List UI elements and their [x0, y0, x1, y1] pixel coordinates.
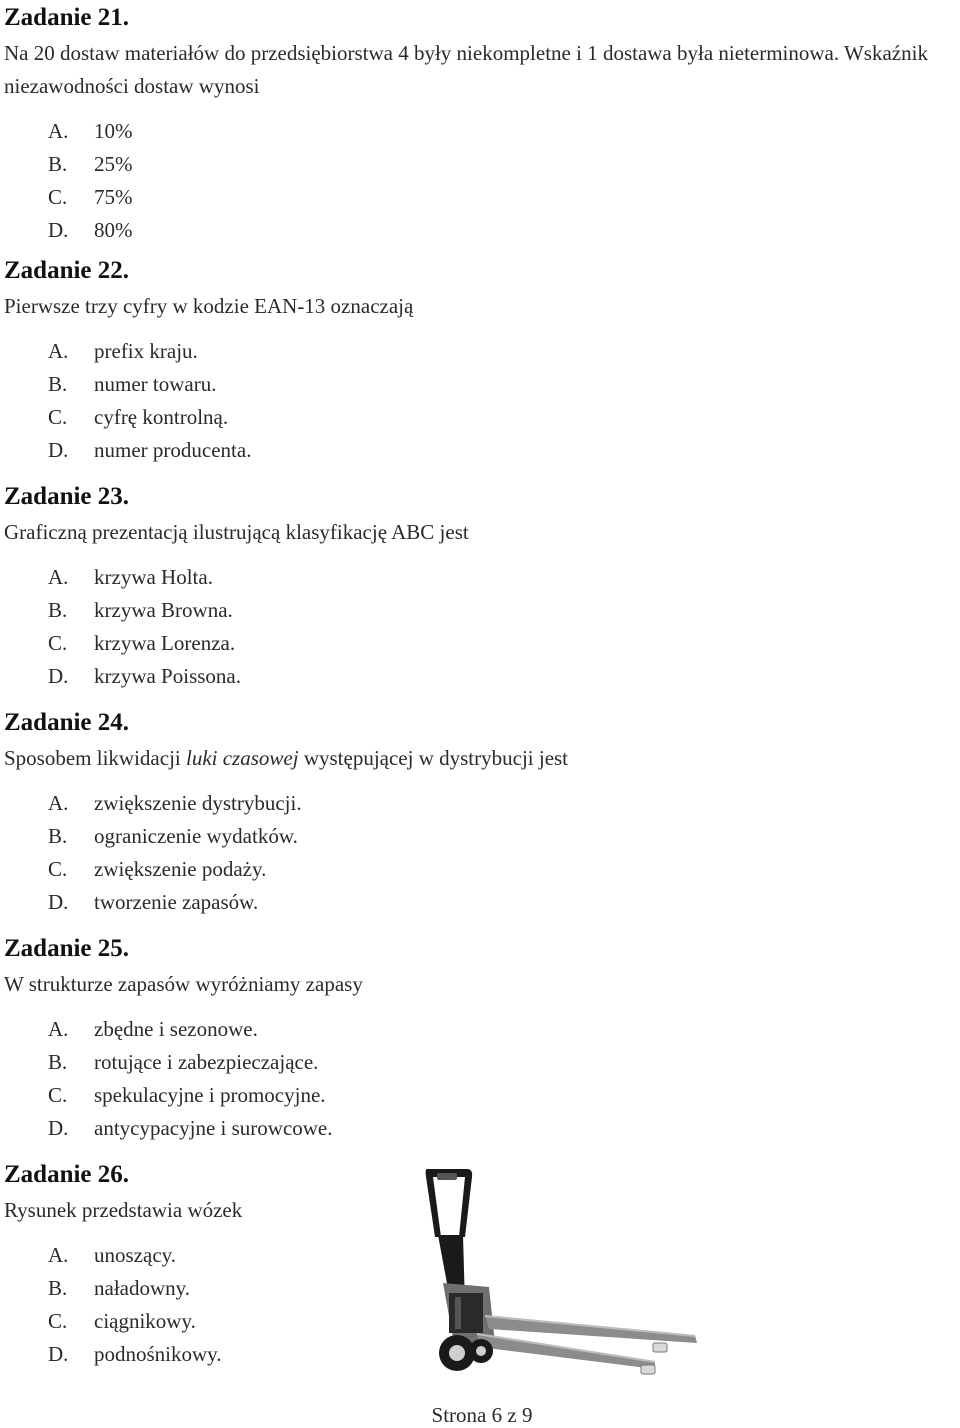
answer-option-c: C. 75% — [48, 185, 133, 209]
answer-options — [4, 335, 954, 467]
answer-options — [4, 115, 954, 247]
answer-option-c: C. ciągnikowy. — [48, 1309, 196, 1333]
answer-option-d: D. antycypacyjne i surowcowe. — [48, 1116, 333, 1140]
handle-grip — [437, 1173, 457, 1180]
task-23 — [4, 482, 954, 693]
task-25 — [4, 934, 954, 1145]
answer-option-b: B. 25% — [48, 152, 133, 176]
italic-term: luki czasowej — [186, 746, 299, 770]
answer-options — [4, 787, 954, 919]
task-question: Pierwsze trzy cyfry w kodzie EAN-13 oznaczają — [4, 294, 414, 318]
hydraulic-pump — [449, 1293, 483, 1333]
answer-options — [4, 1013, 954, 1145]
task-22 — [4, 256, 954, 467]
answer-option-a: A. 10% — [48, 119, 133, 143]
answer-option-a: A. krzywa Holta. — [48, 565, 213, 589]
answer-option-d: D. podnośnikowy. — [48, 1342, 222, 1366]
answer-option-b: B. rotujące i zabezpieczające. — [48, 1050, 319, 1074]
task-title: Zadanie 25. — [4, 935, 130, 962]
answer-option-d: D. tworzenie zapasów. — [48, 890, 259, 914]
task-title: Zadanie 22. — [4, 257, 130, 284]
answer-option-a: A. prefix kraju. — [48, 339, 198, 363]
answer-option-b: B. numer towaru. — [48, 372, 217, 396]
task-21 — [4, 3, 954, 247]
task-question: Sposobem likwidacji luki czasowej występującej w dystrybucji jest — [4, 746, 569, 770]
task-title: Zadanie 24. — [4, 709, 130, 736]
pallet-truck-image — [415, 1165, 705, 1385]
answer-option-d: D. 80% — [48, 218, 133, 242]
answer-option-c: C. zwiększenie podaży. — [48, 857, 267, 881]
task-question: Graficzną prezentacją ilustrującą klasyfikację ABC jest — [4, 520, 469, 544]
answer-option-c: C. cyfrę kontrolną. — [48, 405, 229, 429]
answer-option-b: B. krzywa Browna. — [48, 598, 233, 622]
answer-option-b: B. ograniczenie wydatków. — [48, 824, 298, 848]
answer-option-c: C. krzywa Lorenza. — [48, 631, 236, 655]
answer-option-a: A. zwiększenie dystrybucji. — [48, 791, 302, 815]
answer-option-d: D. numer producenta. — [48, 438, 252, 462]
answer-option-b: B. naładowny. — [48, 1276, 191, 1300]
answer-option-a: A. unoszący. — [48, 1243, 177, 1267]
task-24 — [4, 708, 954, 919]
task-question: W strukturze zapasów wyróżniamy zapasy — [4, 972, 363, 996]
task-question: Rysunek przedstawia wózek — [4, 1198, 243, 1222]
task-title: Zadanie 23. — [4, 483, 130, 510]
answer-option-a: A. zbędne i sezonowe. — [48, 1017, 258, 1041]
task-26 — [4, 1160, 404, 1371]
answer-option-d: D. krzywa Poissona. — [48, 664, 241, 688]
answer-option-c: C. spekulacyjne i promocyjne. — [48, 1083, 326, 1107]
task-title: Zadanie 26. — [4, 1161, 130, 1188]
task-question: Na 20 dostaw materiałów do przedsiębiorstwa 4 były niekompletne i 1 dostawa była nieterminowa. Wskaźnik niezawodności dostaw wynosi — [4, 41, 928, 98]
answer-options — [4, 1239, 404, 1371]
answer-options — [4, 561, 954, 693]
page-number: Strona 6 z 9 — [431, 1403, 533, 1427]
task-title: Zadanie 21. — [4, 4, 130, 31]
